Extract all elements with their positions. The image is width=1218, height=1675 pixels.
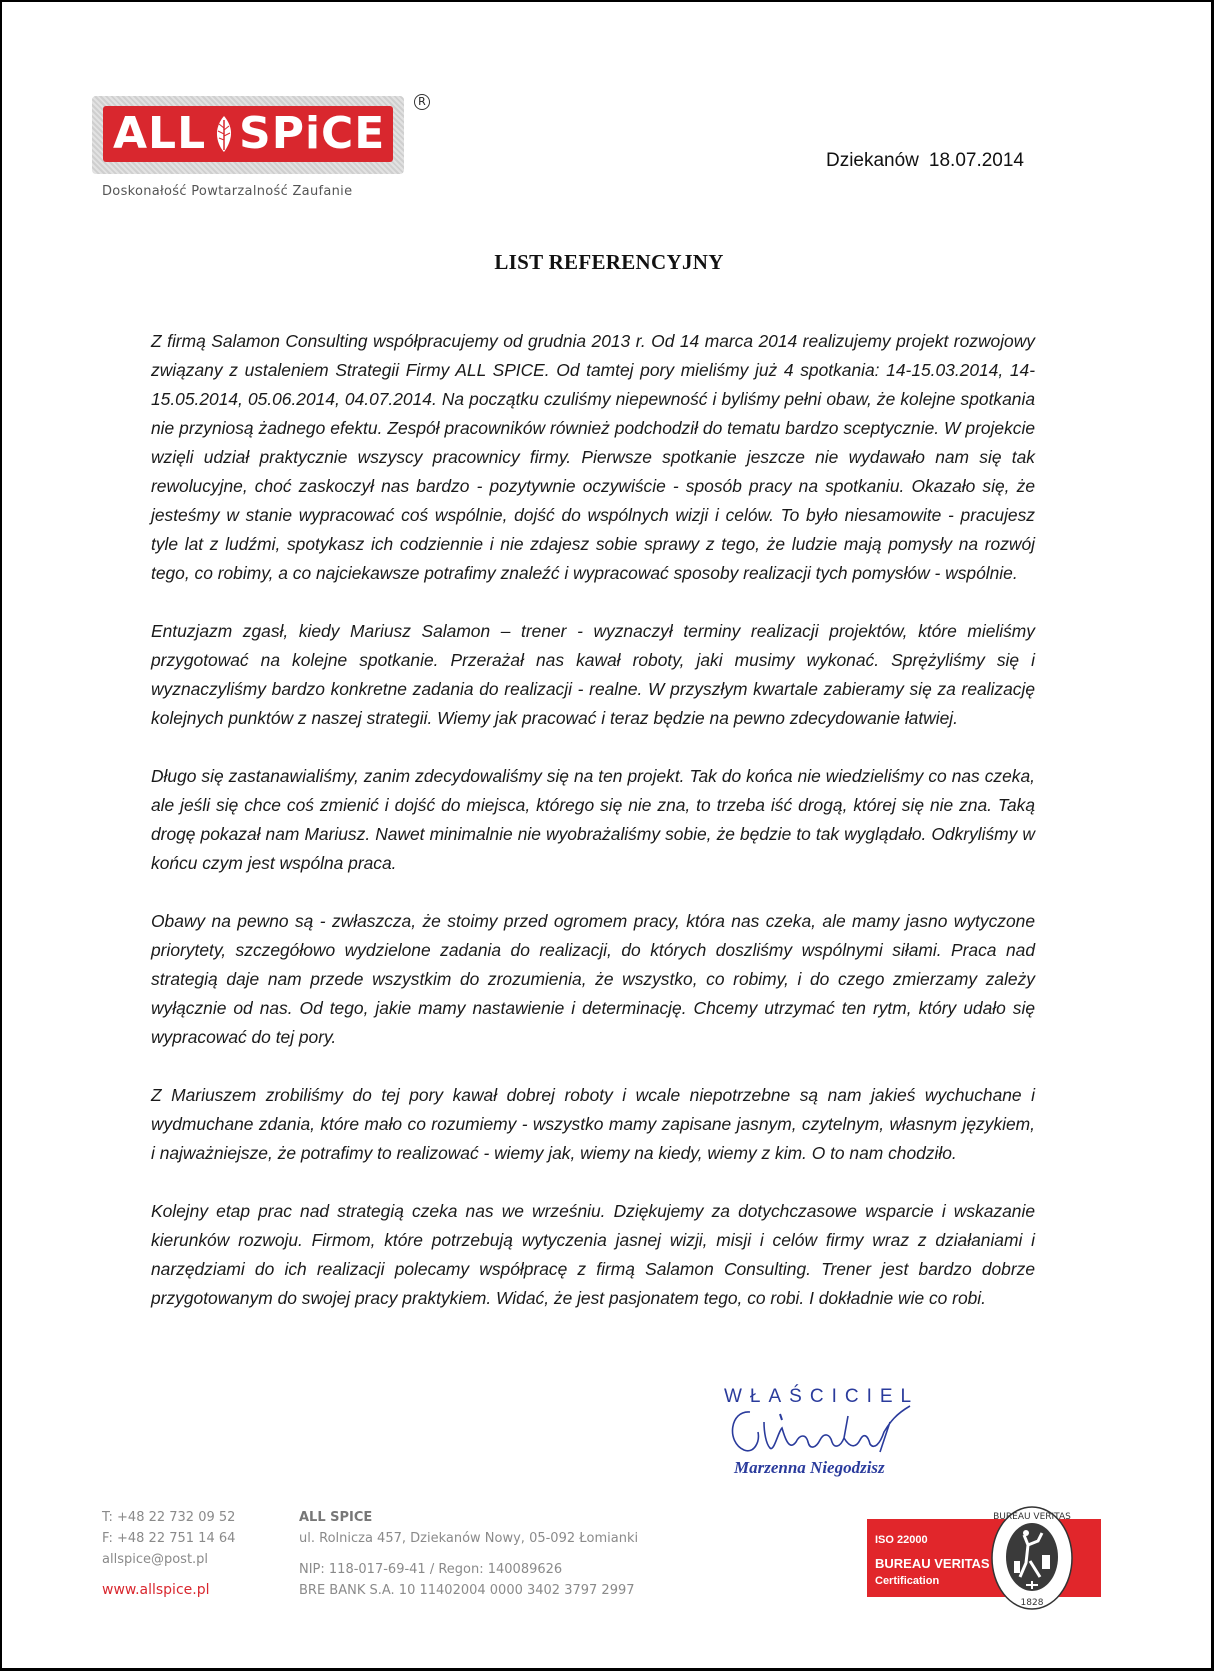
tax-ids: NIP: 118-017-69-41 / Regon: 140089626 [299,1562,563,1577]
iso-standard: ISO 22000 [875,1534,928,1546]
logo-tagline: Doskonałość Powtarzalność Zaufanie [102,184,353,199]
letter-body [151,327,1035,1313]
paragraph: Kolejny etap prac nad strategią czeka nas we wrześniu. Dziękujemy za dotychczasowe wsparcie i wskazanie kierunków rozwoju. Firmom, które potrzebują wytyczenia jasnej wizji, misji i celów firmy wraz z działaniami i narzędziami do ich realizacji polecamy współpracę z firmą Salamon Consulting. Trener jest bardzo dobrze przygotowanym do swojej pracy praktykiem. Widać, że jest pasjonatem tego, co robi. I dokładnie wie co robi. [151,1201,1035,1308]
seal-year: 1828 [1020,1598,1044,1608]
logo-text-spice: SPiCE [239,108,386,159]
paragraph: Z firmą Salamon Consulting współpracujemy od grudnia 2013 r. Od 14 marca 2014 realizujemy projekt rozwojowy związany z ustaleniem Strategii Firmy ALL SPICE. Od tamtej pory mieliśmy już 4 spotkania: 14-15.03.2014, 14-15.05.2014, 05.06.2014, 04.07.2014. Na początku czuliśmy niepewność i byliśmy pełni obaw, że kolejne spotkania nie przyniosą żadnego efektu. Zespół pracowników również podchodził do tematu bardzo sceptycznie. W projekcie wzięli udział praktycznie wszyscy pracownicy firmy. Pierwsze spotkanie jeszcze nie wydawało nam się tak rewolucyjne, choć zaskoczył nas bardzo - pozytywnie oczywiście - sposób pracy na spotkaniu. Okazało się, że jesteśmy w stanie wypracować coś wspólnie, dojść do wspólnych wizji i celów. To było niesamowite - pracujesz tyle lat z ludźmi, spotykasz ich codziennie i nie zdajesz sobie sprawy z tego, że ludzie mają pomysły na rozwój tego, co robimy, a co najciekawsze potrafimy znaleźć i wypracować sposoby realizacji tych pomysłów - wspólnie. [151,331,1035,583]
place: Dziekanów [825,150,919,171]
footer-contact [102,1507,235,1601]
stamp-title: WŁAŚCICIEL [724,1386,920,1407]
certifier-name: BUREAU VERITAS [875,1556,990,1571]
phone-number: T: +48 22 732 09 52 [102,1510,236,1525]
handwritten-signature-icon [720,1392,920,1462]
spice-leaf-icon [213,114,235,154]
company-logo [92,95,426,199]
bureau-veritas-seal-icon [990,1505,1074,1611]
certification-text [875,1531,990,1589]
certification-label: Certification [875,1575,940,1587]
paragraph: Obawy na pewno są - zwłaszcza, że stoimy przed ogromem pracy, która nas czeka, ale mamy jasno wytyczone priorytety, szczegółowo wydzielone zadania do realizacji, do których doszliśmy wspólnymi siłami. Praca nad strategią daje nam przede wszystkim do zrozumienia, że wszystko, co robimy, i do czego zmierzamy zależy wyłącznie od nas. Od tego, jakie mamy nastawienie i determinację. Chcemy utrzymać ten rytm, który udało się wypracować do tej pory. [151,911,1035,1047]
paragraph: Z Mariuszem zrobiliśmy do tej pory kawał dobrej roboty i wcale niepotrzebne są nam jakieś wychuchane i wydmuchane zdania, które mało co rozumiemy - wszystko mamy zapisane jasnym, czytelnym, własnym językiem, i najważniejsze, że potrafimy to realizować - wiemy jak, wiemy na kiedy, wiemy z kim. O to nam chodziło. [151,1085,1035,1163]
email-address: allspice@post.pl [102,1552,209,1567]
website-link[interactable]: www.allspice.pl [102,1582,210,1598]
footer-company [299,1507,638,1601]
bank-account: BRE BANK S.A. 10 11402004 0000 3402 3797 2997 [299,1583,635,1598]
registered-trademark-icon: R [414,94,430,110]
paragraph: Entuzjazm zgasł, kiedy Mariusz Salamon – trener - wyznaczył terminy realizacji projektów, które mieliśmy przygotować na kolejne spotkanie. Przerażał nas kawał roboty, jaki musimy wykonać. Sprężyliśmy się i wyznaczyliśmy bardzo konkretne zadania do realizacji - realne. W przyszłym kwartale zabieramy się za realizację kolejnych punktów z naszej strategii. Wiemy jak pracować i teraz będzie na pewno zdecydowanie łatwiej. [151,621,1035,728]
place-and-date [826,150,1024,172]
date: 18.07.2014 [928,150,1024,171]
fax-number: F: +48 22 751 14 64 [102,1531,236,1546]
company-name: ALL SPICE [299,1510,373,1525]
document-title: LIST REFERENCYJNY [494,250,724,274]
company-address: ul. Rolnicza 457, Dziekanów Nowy, 05-092 Łomianki [299,1531,639,1546]
logo-frame [92,96,404,174]
seal-text: BUREAU VERITAS [993,1512,1071,1522]
signer-name: Marzenna Niegodzisz [734,1458,885,1477]
paragraph: Długo się zastanawialiśmy, zanim zdecydowaliśmy się na ten projekt. Tak do końca nie wiedzieliśmy co nas czeka, ale jeśli się chce coś zmienić i dojść do miejsca, którego się nie zna, to trzeba iść drogą, której się nie zna. Taką drogę pokazał nam Mariusz. Nawet minimalnie nie wyobrażaliśmy sobie, że będzie to tak wyglądało. Odkryliśmy w końcu czym jest wspólna praca. [151,766,1035,873]
logo-text-all: ALL [113,108,207,159]
signature-block [720,1386,940,1496]
logo-red-band [103,106,393,162]
